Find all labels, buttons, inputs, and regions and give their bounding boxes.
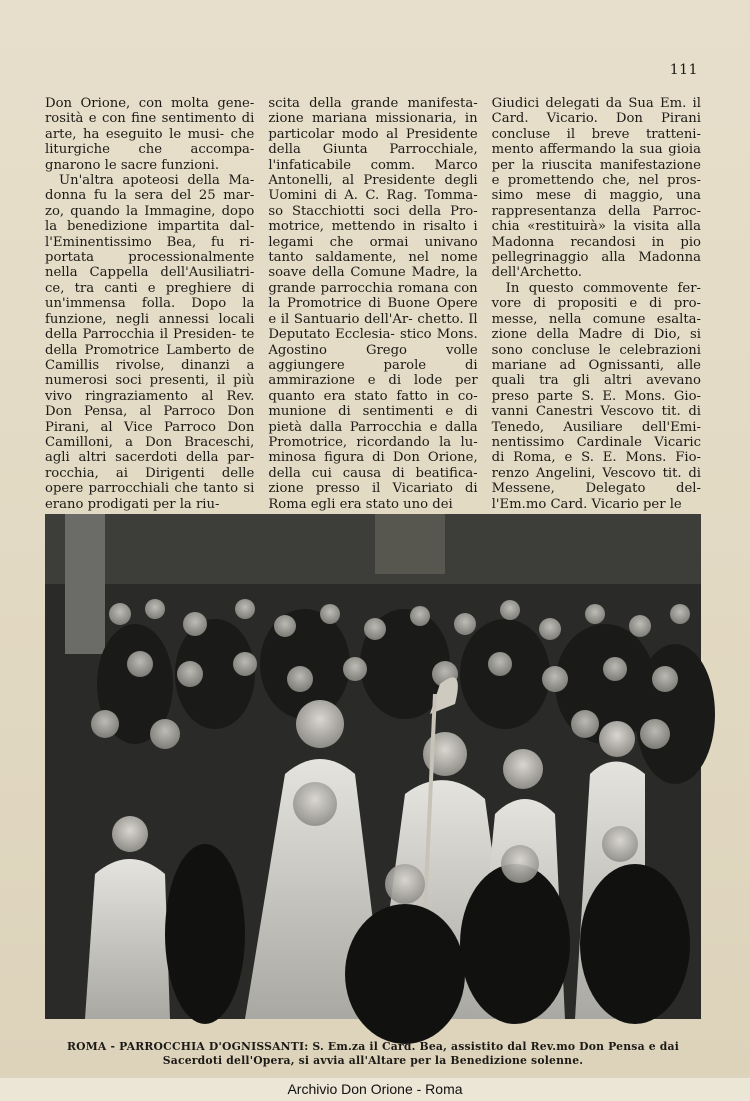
photo-illustration: [45, 514, 701, 1019]
text-columns: [45, 96, 701, 512]
paragraph: scita della grande manifesta- zione mariana missionaria, in particolar modo al Presidente della Giunta Parrocchiale, l'infaticabile comm. Marco Antonelli, al Presidente degli Uomini di A. C. Rag. Tomma- so Stacchiotti soci della Pro- motrice, mettendo in risalto i legami che ormai univano tanto saldamente, nel nome soave della Comune Madre, la grande parrocchia romana con la Promotrice di Buone Opere e il Santuario dell'Ar- chetto. Il Deputato Ecclesia- stico Mons. Agostino Grego volle aggiungere parole di ammirazione e di lode per quanto era stato fatto in co- munione di sentimenti e di pietà dalla Parrocchia e dalla Promotrice, ricordando la lu- minosa figura di Don Orione, della cui causa di beatifica- zione presso il Vicariato di Roma egli era stato uno dei: [268, 96, 478, 512]
caption-text: S. Em.za il Card. Bea, assistito dal Rev.mo Don Pensa e dai Sacerdoti dell'Opera, si avvia all'Altare per la Benedizione solenne.: [162, 1040, 680, 1067]
caption-place: ROMA - PARROCCHIA D'OGNISSANTI:: [66, 1040, 309, 1053]
paragraph: In questo commovente fer- vore di propositi e di pro- messe, nella comune esalta- zione della Madre di Dio, si sono concluse le celebrazioni mariane ad Ognissanti, alle quali tra gli altri avevano preso parte S. E. Mons. Gio- vanni Canestri Vescovo tit. di Tenedo, Ausiliare dell'Emi- nentissimo Cardinale Vicaric di Roma, e S. E. Mons. Fio- renzo Angelini, Vescovo tit. di Messene, Delegato del- l'Em.mo Card. Vicario per le: [491, 280, 701, 512]
page-number: 111: [669, 62, 698, 78]
archive-footer: Archivio Don Orione - Roma: [0, 1078, 750, 1101]
paragraph: Don Orione, con molta gene- rosità e con fine sentimento di arte, ha eseguito le musi- che liturgiche che accompa- gnarono le sacre funzioni.: [45, 96, 255, 173]
text-column-2: [268, 96, 478, 512]
text-column-3: [491, 96, 701, 512]
text-column-1: [45, 96, 255, 512]
paragraph: Giudici delegati da Sua Em. il Card. Vicario. Don Pirani concluse il breve tratteni- mento affermando la sua gioia per la riuscita manifestazione e promettendo che, nel pros- simo mese di maggio, una rappresentanza della Parroc- chia «restituirà» la visita alla Madonna recandosi in pio pellegrinaggio alla Madonna dell'Archetto.: [491, 96, 701, 281]
paragraph: Un'altra apoteosi della Ma- donna fu la sera del 25 mar- zo, quando la Immagine, dopo la benedizione impartita dal- l'Eminentissimo Bea, fu ri- portata processionalmente nella Cappella dell'Ausiliatri- ce, tra canti e preghiere di un'immensa folla. Dopo la funzione, negli annessi locali della Parrocchia il Presiden- te della Promotrice Lamberto de Camillis rivolse, dinanzi a numerosi soci presenti, il più vivo ringraziamento al Rev. Don Pensa, al Parroco Don Pirani, al Vice Parroco Don Camilloni, a Don Braceschi, agli altri sacerdoti della par- rocchia, ai Dirigenti delle opere parrocchiali che tanto si erano prodigati per la riu-: [45, 173, 255, 512]
photo-caption: [45, 1040, 701, 1068]
procession-photograph: [45, 514, 701, 1019]
